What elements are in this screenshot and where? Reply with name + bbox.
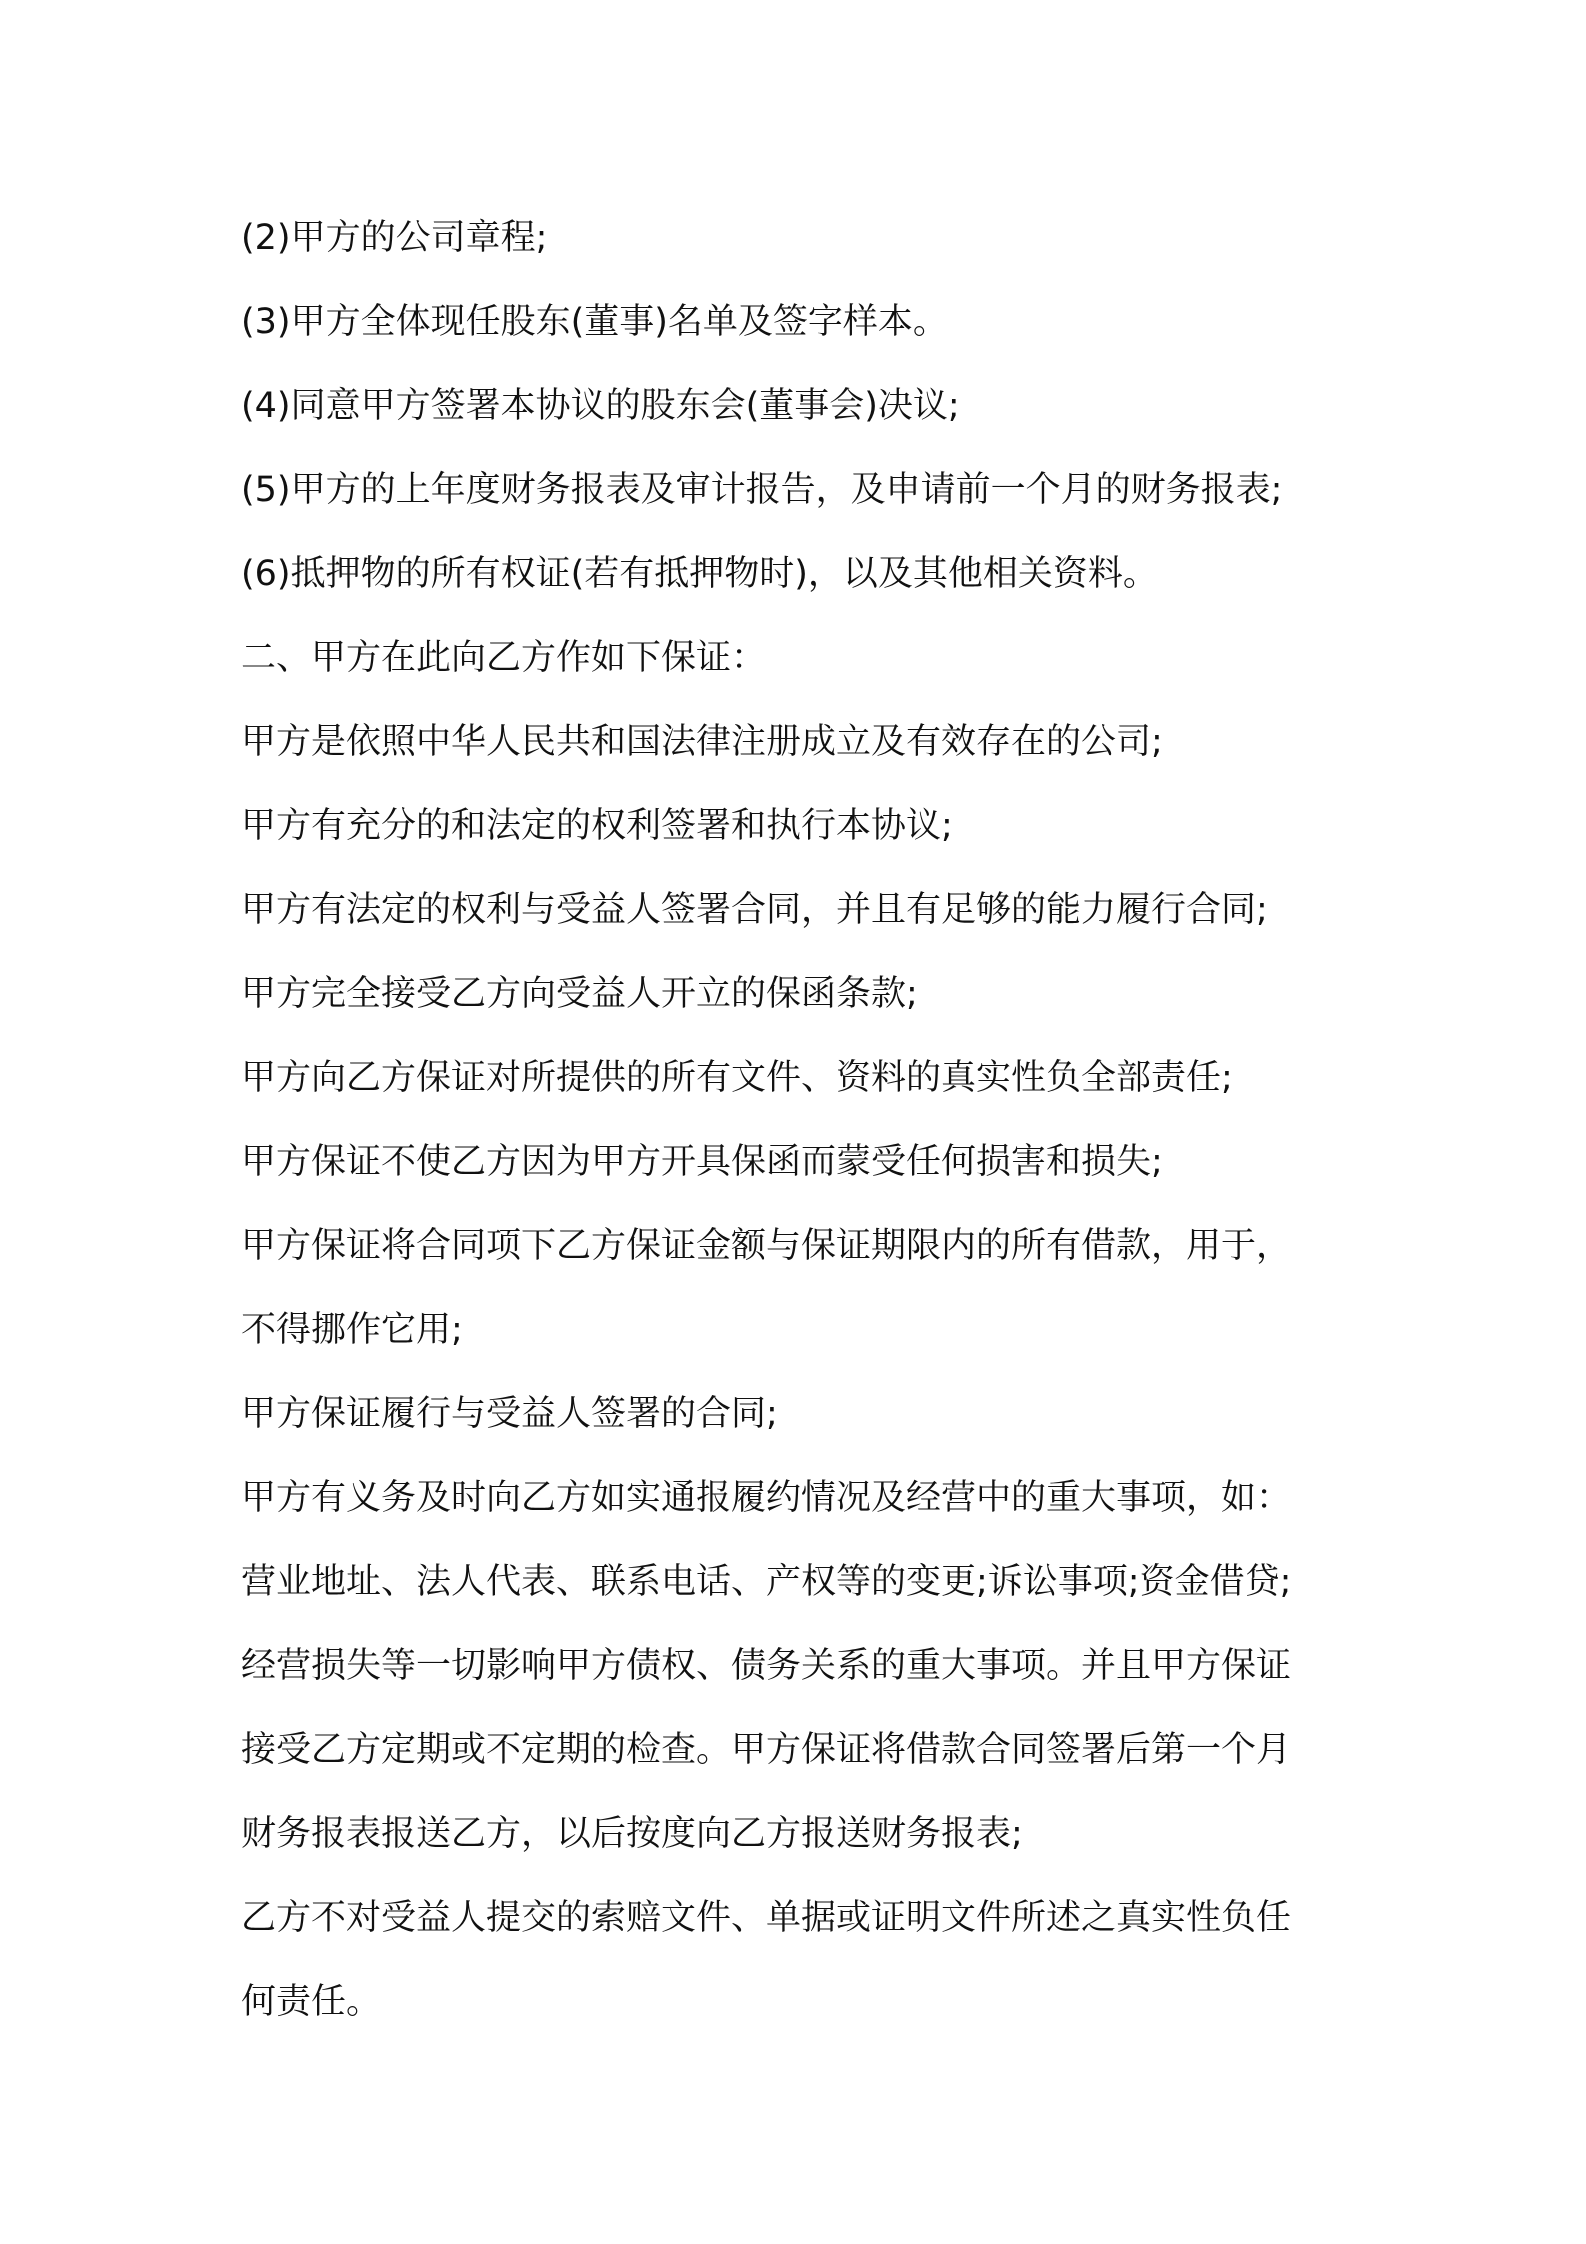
document-line-19: 接受乙方定期或不定期的检查。甲方保证将借款合同签署后第一个月	[241, 1730, 1292, 1770]
document-line-7: 甲方是依照中华人民共和国法律注册成立及有效存在的公司;	[241, 722, 1163, 762]
section-heading: 二、甲方在此向乙方作如下保证：	[241, 638, 767, 678]
document-line-17: 营业地址、法人代表、联系电话、产权等的变更;诉讼事项;资金借贷;	[241, 1562, 1292, 1602]
document-line-12: 甲方保证不使乙方因为甲方开具保函而蒙受任何损害和损失;	[241, 1142, 1163, 1182]
document-line-18: 经营损失等一切影响甲方债权、债务关系的重大事项。并且甲方保证	[241, 1646, 1292, 1686]
document-line-2: (3)甲方全体现任股东(董事)名单及签字样本。	[241, 302, 948, 342]
document-line-11: 甲方向乙方保证对所提供的所有文件、资料的真实性负全部责任;	[241, 1058, 1233, 1098]
document-line-1: (2)甲方的公司章程;	[241, 218, 548, 258]
document-line-14: 不得挪作它用;	[241, 1310, 463, 1350]
document-line-5: (6)抵押物的所有权证(若有抵押物时)，以及其他相关资料。	[241, 554, 1158, 594]
document-line-15: 甲方保证履行与受益人签署的合同;	[241, 1394, 778, 1434]
document-line-9: 甲方有法定的权利与受益人签署合同，并且有足够的能力履行合同;	[241, 890, 1268, 930]
document-line-8: 甲方有充分的和法定的权利签署和执行本协议;	[241, 806, 953, 846]
document-line-20: 财务报表报送乙方，以后按度向乙方报送财务报表;	[241, 1814, 1023, 1854]
document-line-13: 甲方保证将合同项下乙方保证金额与保证期限内的所有借款，用于，	[241, 1226, 1292, 1266]
document-line-10: 甲方完全接受乙方向受益人开立的保函条款;	[241, 974, 918, 1014]
document-line-3: (4)同意甲方签署本协议的股东会(董事会)决议;	[241, 386, 960, 426]
document-body	[241, 196, 1361, 2044]
document-line-22: 何责任。	[241, 1982, 382, 2022]
document-line-16: 甲方有义务及时向乙方如实通报履约情况及经营中的重大事项，如：	[241, 1478, 1292, 1518]
document-line-21: 乙方不对受益人提交的索赔文件、单据或证明文件所述之真实性负任	[241, 1898, 1292, 1938]
document-line-4: (5)甲方的上年度财务报表及审计报告，及申请前一个月的财务报表;	[241, 470, 1283, 510]
